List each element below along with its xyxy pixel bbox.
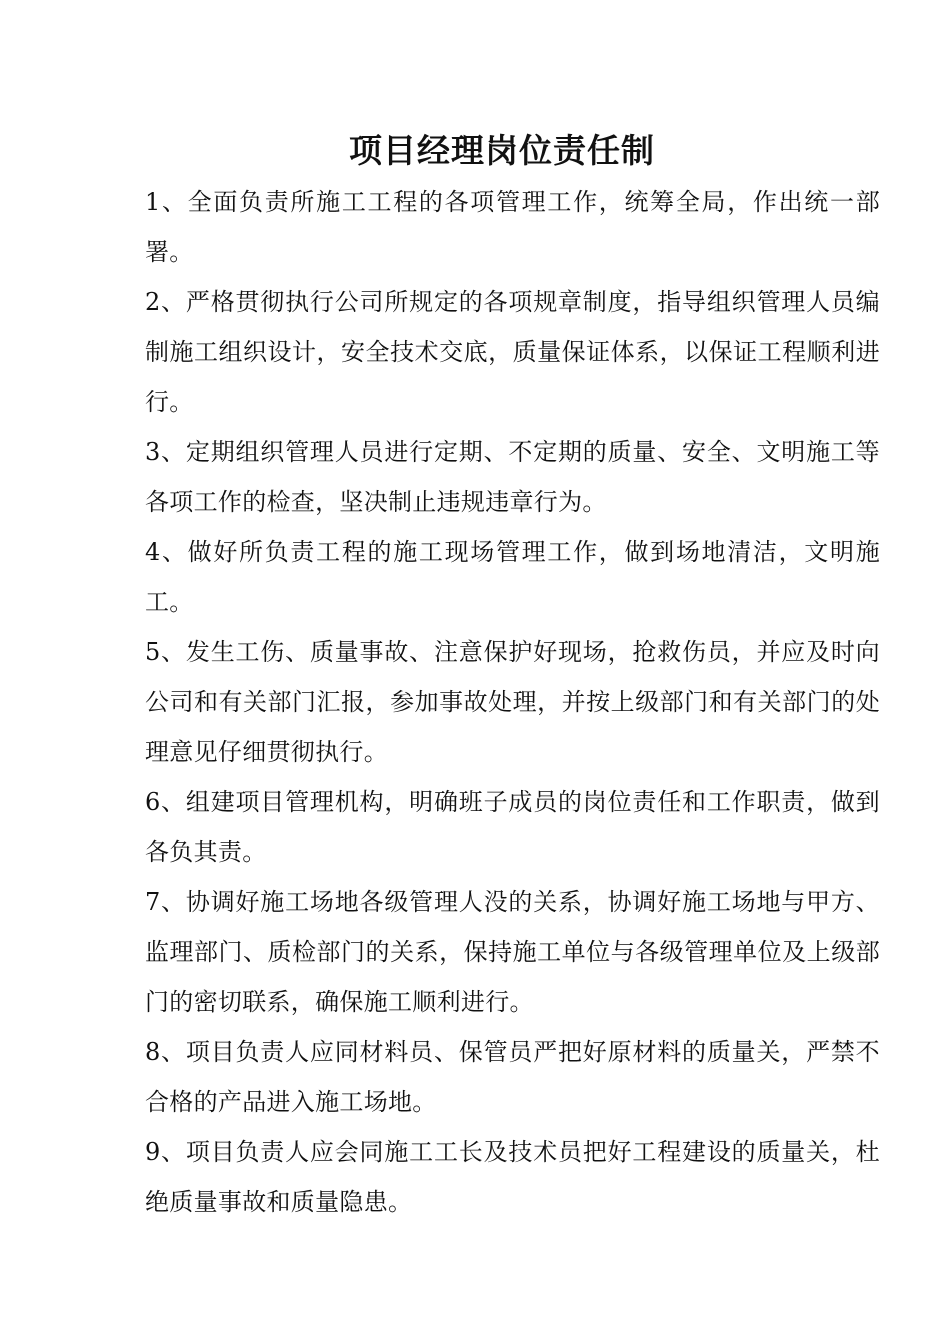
paragraph-5: 5、发生工伤、质量事故、注意保护好现场，抢救伤员，并应及时向公司和有关部门汇报，参加事故处理，并按上级部门和有关部门的处理意见仔细贯彻执行。 — [145, 638, 880, 766]
paragraph-7: 7、协调好施工场地各级管理人没的关系，协调好施工场地与甲方、监理部门、质检部门的关系，保持施工单位与各级管理单位及上级部门的密切联系，确保施工顺利进行。 — [145, 888, 880, 1016]
document-body — [145, 177, 880, 1227]
paragraph-6: 6、组建项目管理机构，明确班子成员的岗位责任和工作职责，做到各负其责。 — [145, 788, 880, 866]
paragraph-2: 2、严格贯彻执行公司所规定的各项规章制度，指导组织管理人员编制施工组织设计，安全技术交底，质量保证体系，以保证工程顺利进行。 — [145, 288, 880, 416]
document-title: 项目经理岗位责任制 — [349, 131, 655, 170]
paragraph-9: 9、项目负责人应会同施工工长及技术员把好工程建设的质量关，杜绝质量事故和质量隐患。 — [145, 1138, 880, 1216]
paragraph-8: 8、项目负责人应同材料员、保管员严把好原材料的质量关，严禁不合格的产品进入施工场地。 — [145, 1038, 880, 1116]
paragraph-3: 3、定期组织管理人员进行定期、不定期的质量、安全、文明施工等各项工作的检查，坚决制止违规违章行为。 — [145, 438, 880, 516]
paragraph-1: 1、全面负责所施工工程的各项管理工作，统筹全局，作出统一部署。 — [145, 188, 880, 266]
paragraph-4: 4、做好所负责工程的施工现场管理工作，做到场地清洁，文明施工。 — [145, 538, 880, 616]
